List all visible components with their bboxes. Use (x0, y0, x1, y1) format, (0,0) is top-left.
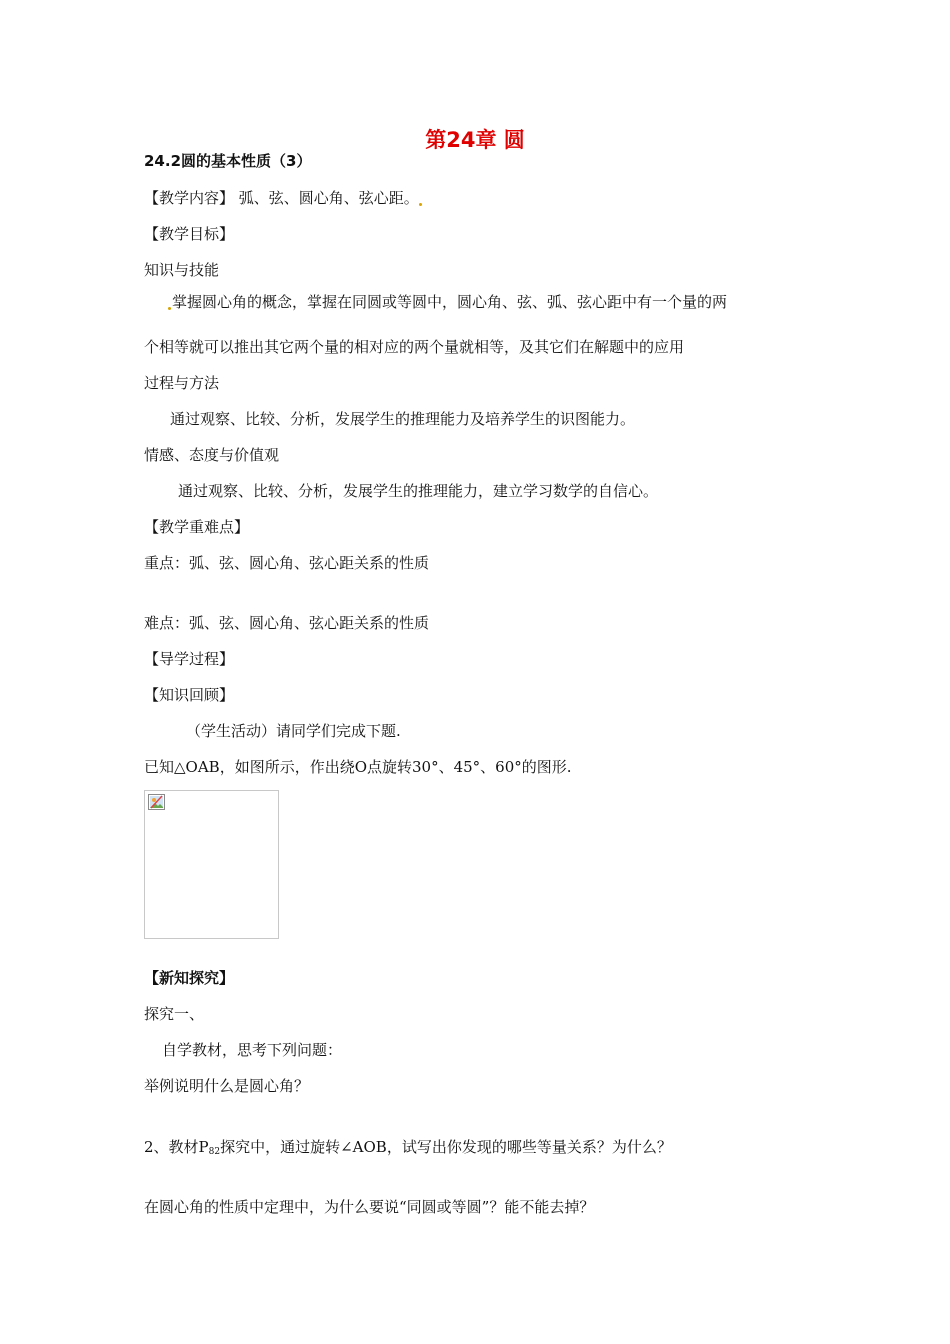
question-2-suffix: 探究中，通过旋转∠AOB，试写出你发现的哪些等量关系？为什么？ (220, 1138, 672, 1156)
emotion-text: 通过观察、比较、分析，发展学生的推理能力，建立学习数学的自信心。 (178, 482, 659, 500)
hard-point: 难点：弧、弦、圆心角、弦心距关系的性质 (144, 614, 430, 632)
review-header: 【知识回顾】 (144, 686, 235, 704)
knowledge-skill-heading: 知识与技能 (144, 261, 220, 279)
figure-placeholder (144, 790, 279, 939)
explore-one: 探究一、 (144, 1005, 205, 1023)
teaching-content-label: 【教学内容】 (144, 189, 235, 207)
goals-header: 【教学目标】 (144, 225, 235, 243)
knowledge-skill-line1 (168, 292, 727, 312)
question-2 (144, 1137, 672, 1162)
teaching-content-text: 弧、弦、圆心角、弦心距。 (234, 189, 419, 207)
mark-dot (419, 203, 422, 206)
process-method-heading: 过程与方法 (144, 374, 220, 392)
question-1: 举例说明什么是圆心角？ (144, 1077, 310, 1095)
key-point: 重点：弧、弦、圆心角、弦心距关系的性质 (144, 554, 430, 572)
difficulty-header: 【教学重难点】 (144, 518, 250, 536)
self-study: 自学教材，思考下列问题： (162, 1041, 343, 1059)
question-3: 在圆心角的性质中定理中，为什么要说“同圆或等圆”？能不能去掉？ (144, 1198, 595, 1216)
question-2-page: 82 (208, 1147, 221, 1157)
emotion-heading: 情感、态度与价值观 (144, 446, 280, 464)
teaching-content (144, 188, 422, 208)
explore-header: 【新知探究】 (144, 969, 235, 987)
problem-text: 已知△OAB，如图所示，作出绕O点旋转30°、45°、60°的图形. (144, 758, 572, 776)
guide-header: 【导学过程】 (144, 650, 235, 668)
process-method-text: 通过观察、比较、分析，发展学生的推理能力及培养学生的识图能力。 (170, 410, 636, 428)
mark-dot (168, 307, 171, 310)
chapter-title: 第24章 圆 (425, 128, 525, 152)
knowledge-skill-text1: 掌握圆心角的概念，掌握在同圆或等圆中，圆心角、弦、弧、弦心距中有一个量的两 (172, 293, 728, 311)
broken-image-icon (148, 794, 165, 810)
student-activity: （学生活动）请同学们完成下题. (186, 722, 401, 740)
question-2-prefix: 2、教材P (144, 1138, 209, 1156)
section-heading: 24.2圆的基本性质（3） (144, 152, 312, 170)
knowledge-skill-line2: 个相等就可以推出其它两个量的相对应的两个量就相等，及其它们在解题中的应用 (144, 338, 685, 356)
